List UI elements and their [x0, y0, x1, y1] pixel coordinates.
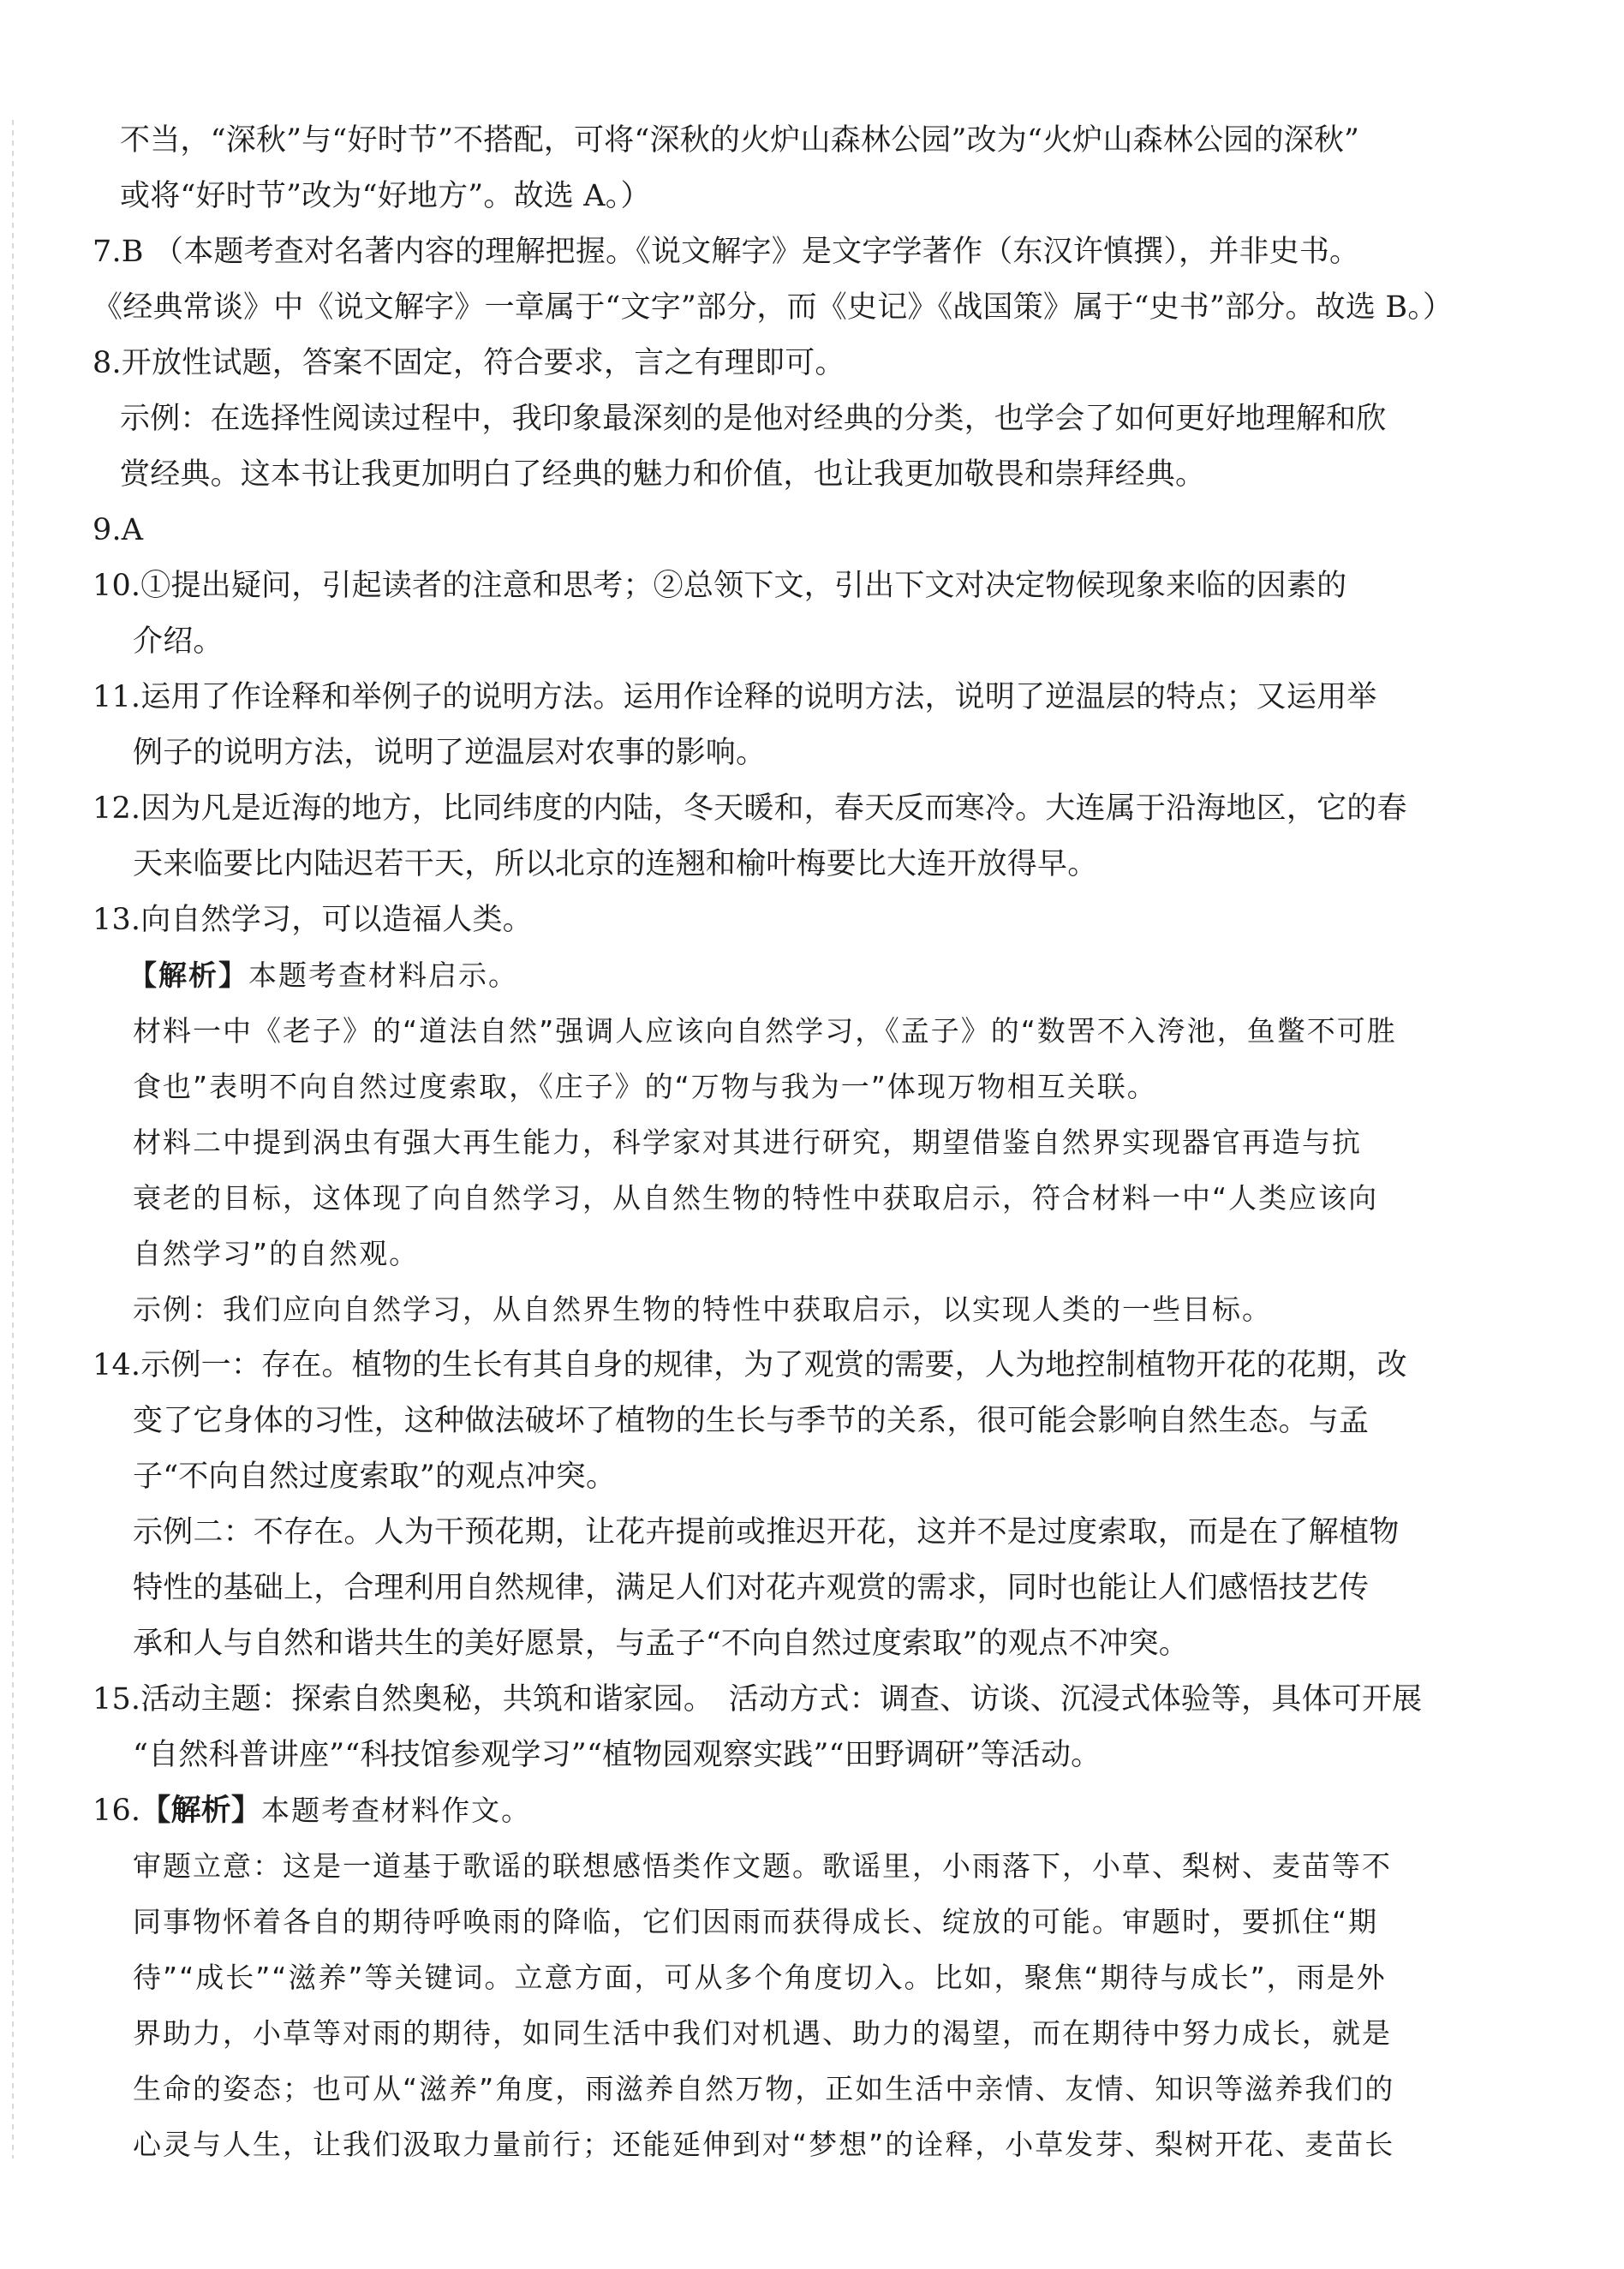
answer-15-line-1: 15.活动主题：探索自然奥秘，共筑和谐家园。 活动方式：调查、访谈、沉浸式体验等，具体可开展 [93, 1682, 1423, 1717]
answer-6-line-1: 不当，“深秋”与“好时节”不搭配，可将“深秋的火炉山森林公园”改为“火炉山森林公园的深秋” [120, 123, 1360, 158]
answer-12-line-1: 12.因为凡是近海的地方，比同纬度的内陆，冬天暖和，春天反而寒冷。大连属于沿海地区，它的春 [93, 791, 1407, 826]
analysis-16-line-6: 心灵与人生，让我们汲取力量前行；还能延伸到对“梦想”的诠释，小草发芽、梨树开花、麦苗长 [133, 2128, 1395, 2161]
analysis-13-line-3: 材料二中提到涡虫有强大再生能力，科学家对其进行研究，期望借鉴自然界实现器官再造与抗 [133, 1126, 1362, 1159]
answer-14-line-2: 变了它身体的习性，这种做法破坏了植物的生长与季节的关系，很可能会影响自然生态。与孟 [133, 1404, 1370, 1438]
answer-14-line-1: 14.示例一：存在。植物的生长有其自身的规律，为了观赏的需要，人为地控制植物开花的花期，改 [93, 1348, 1407, 1382]
analysis-13-line-5: 自然学习”的自然观。 [133, 1237, 420, 1270]
analysis-13-line-1: 材料一中《老子》的“道法自然”强调人应该向自然学习，《孟子》的“数罟不入洿池，鱼鳖不可胜 [133, 1014, 1397, 1048]
answer-9: 9.A [93, 513, 144, 547]
answer-13: 13.向自然学习，可以造福人类。 [93, 903, 533, 937]
analysis-16-number: 16. [93, 1794, 141, 1828]
answer-14-line-5: 特性的基础上，合理利用自然规律，满足人们对花卉观赏的需求，同时也能让人们感悟技艺传 [133, 1571, 1370, 1605]
answer-8-line-2: 示例：在选择性阅读过程中，我印象最深刻的是他对经典的分类，也学会了如何更好地理解和欣 [120, 402, 1387, 436]
analysis-13-line-2: 食也”表明不向自然过度索取，《庄子》的“万物与我为一”体现万物相互关联。 [133, 1070, 1157, 1103]
analysis-16-line-1: 审题立意：这是一道基于歌谣的联想感悟类作文题。歌谣里，小雨落下，小草、梨树、麦苗等不 [133, 1849, 1392, 1883]
analysis-13-heading [128, 955, 518, 996]
analysis-16-line-3: 待”“成长”“滋养”等关键词。立意方面，可从多个角度切入。比如，聚焦“期待与成长”，雨是外 [133, 1961, 1387, 1994]
answer-15-line-2: “自然科普讲座”“科技馆参观学习”“植物园观察实践”“田野调研”等活动。 [133, 1738, 1102, 1772]
analysis-16-heading [93, 1790, 531, 1831]
answer-10-line-1: 10.①提出疑问，引起读者的注意和思考；②总领下文，引出下文对决定物候现象来临的因素的 [93, 569, 1347, 603]
answer-6-line-2: 或将“好时节”改为“好地方”。故选 A。） [120, 179, 651, 213]
analysis-16-line-5: 生命的姿态；也可从“滋养”角度，雨滋养自然万物，正如生活中亲情、友情、知识等滋养我们的 [133, 2072, 1395, 2105]
answer-11-line-1: 11.运用了作诠释和举例子的说明方法。运用作诠释的说明方法，说明了逆温层的特点；又运用举 [93, 680, 1377, 714]
answer-8-line-3: 赏经典。这本书让我更加明白了经典的魅力和价值，也让我更加敬畏和崇拜经典。 [120, 457, 1206, 492]
answer-14-line-6: 承和人与自然和谐共生的美好愿景，与孟子“不向自然过度索取”的观点不冲突。 [133, 1627, 1189, 1661]
analysis-16-label: 【解析】 [140, 1793, 262, 1828]
analysis-13-line-6: 示例：我们应向自然学习，从自然界生物的特性中获取启示，以实现人类的一些目标。 [133, 1293, 1272, 1326]
analysis-16-line-2: 同事物怀着各自的期待呼唤雨的降临，它们因雨而获得成长、绽放的可能。审题时，要抓住“期 [133, 1905, 1379, 1938]
answer-14-line-4: 示例二：不存在。人为干预花期，让花卉提前或推迟开花，这并不是过度索取，而是在了解植物 [133, 1515, 1400, 1549]
analysis-16-line-4: 界助力，小草等对雨的期待，如同生活中我们对机遇、助力的渴望，而在期待中努力成长，就是 [133, 2016, 1392, 2050]
binding-margin-rule [12, 120, 14, 2159]
analysis-13-line-4: 衰老的目标，这体现了向自然学习，从自然生物的特性中获取启示，符合材料一中“人类应该向 [133, 1181, 1379, 1215]
answer-14-line-3: 子“不向自然过度索取”的观点冲突。 [133, 1460, 617, 1494]
answer-8-line-1: 8.开放性试题，答案不固定，符合要求，言之有理即可。 [93, 346, 845, 380]
analysis-13-intro: 本题考查材料启示。 [248, 958, 518, 992]
answer-11-line-2: 例子的说明方法，说明了逆温层对农事的影响。 [133, 736, 767, 770]
answer-7-line-2: 《经典常谈》中《说文解字》一章属于“文字”部分，而《史记》《战国策》属于“史书”部分。故选 B。） [93, 290, 1454, 325]
analysis-13-label: 【解析】 [128, 958, 248, 992]
answer-10-line-2: 介绍。 [133, 624, 224, 659]
answer-12-line-2: 天来临要比内陆迟若干天，所以北京的连翘和榆叶梅要比大连开放得早。 [133, 847, 1098, 881]
answer-7-line-1: 7.B （本题考查对名著内容的理解把握。《说文解字》是文字学著作（东汉许慎撰），并非史书。 [93, 235, 1360, 269]
analysis-16-intro: 本题考查材料作文。 [261, 1794, 532, 1827]
